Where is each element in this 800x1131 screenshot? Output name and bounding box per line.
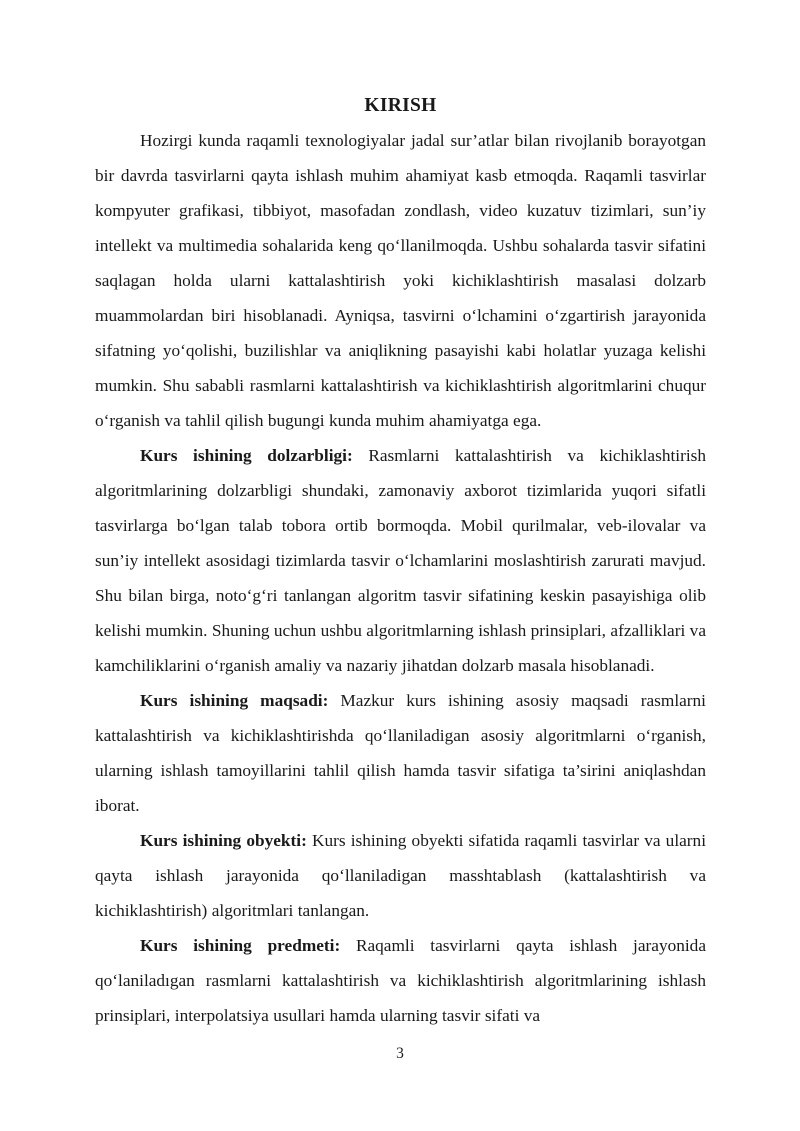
page-content <box>95 88 706 1033</box>
paragraph-body-predmeti: Raqamli tasvirlarni qayta ishlash jarayonida qoʻlaniladıgan rasmlarni kattalashtirish va kichiklashtirish algoritmlarining ishlash prinsiplari, interpolatsiya usullari hamda ularning tasvir sifati va <box>95 936 706 1025</box>
paragraph-lead-maqsadi: Kurs ishining maqsadi: <box>140 691 329 710</box>
page-title: KIRISH <box>364 95 437 116</box>
paragraph-predmeti <box>95 928 706 1033</box>
paragraph-body-maqsadi: Mazkur kurs ishining asosiy maqsadi rasmlarni kattalashtirish va kichiklashtirishda qoʻllaniladigan asosiy algoritmlarni oʻrganish, ularning ishlash tamoyillarini tahlil qilish hamda tasvir sifatiga ta’sirini aniqlashdan iborat. <box>95 691 706 815</box>
paragraph-body-obyekti: Kurs ishining obyekti sifatida raqamli tasvirlar va ularni qayta ishlash jarayonida qoʻllaniladigan masshtablash (kattalashtirish va kichiklashtirish) algoritmlari tanlangan. <box>95 831 706 920</box>
paragraph-body-intro: Hozirgi kunda raqamli texnologiyalar jadal sur’atlar bilan rivojlanib borayotgan bir davrda tasvirlarni qayta ishlash muhim ahamiyat kasb etmoqda. Raqamli tasvirlar kompyuter grafikasi, tibbiyot, masofadan zondlash, video kuzatuv tizimlari, sun’iy intellekt va multimedia sohalarida keng qoʻllanilmoqda. Ushbu sohalarda tasvir sifatini saqlagan holda ularni kattalashtirish yoki kichiklashtirish masalasi dolzarb muammolardan biri hisoblanadi. Ayniqsa, tasvirni oʻlchamini oʻzgartirish jarayonida sifatning yoʻqolishi, buzilishlar va aniqlikning pasayishi kabi holatlar yuzaga kelishi mumkin. Shu sababli rasmlarni kattalashtirish va kichiklashtirish algoritmlarini chuqur oʻrganish va tahlil qilish bugungi kunda muhim ahamiyatga ega. <box>95 131 706 430</box>
paragraph-lead-dolzarbligi: Kurs ishining dolzarbligi: <box>140 446 353 465</box>
paragraph-maqsadi <box>95 683 706 823</box>
page-number: 3 <box>396 1045 404 1062</box>
paragraph-dolzarbligi <box>95 438 706 683</box>
paragraph-lead-predmeti: Kurs ishining predmeti: <box>140 936 341 955</box>
paragraph-body-dolzarbligi: Rasmlarni kattalashtirish va kichiklashtirish algoritmlarining dolzarbligi shundaki, zamonaviy axborot tizimlarida yuqori sifatli tasvirlarga boʻlgan talab tobora ortib bormoqda. Mobil qurilmalar, veb-ilovalar va sun’iy intellekt asosidagi tizimlarda tasvir oʻlchamlarini moslashtirish zarurati mavjud. Shu bilan birga, notoʻgʻri tanlangan algoritm tasvir sifatining keskin pasayishiga olib kelishi mumkin. Shuning uchun ushbu algoritmlarning ishlash prinsiplari, afzalliklari va kamchiliklarini oʻrganish amaliy va nazariy jihatdan dolzarb masala hisoblanadi. <box>95 446 706 675</box>
paragraph-lead-obyekti: Kurs ishining obyekti: <box>140 831 307 850</box>
paragraph-obyekti <box>95 823 706 928</box>
paragraph-intro <box>95 123 706 438</box>
